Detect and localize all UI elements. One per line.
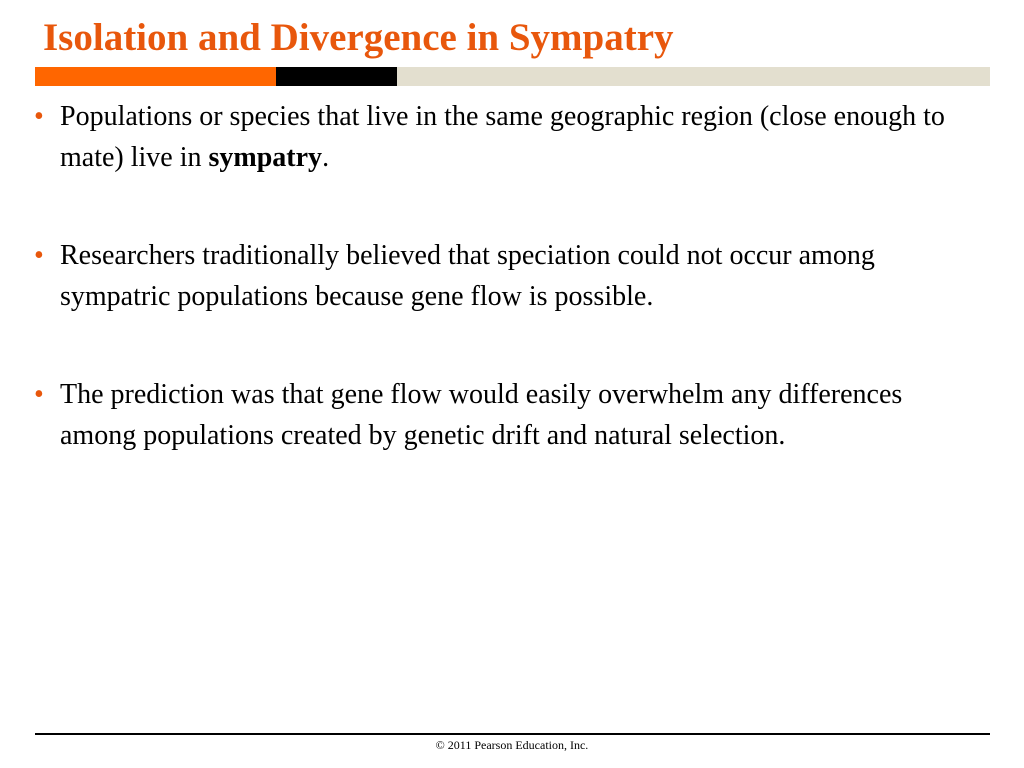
bullet-marker: • [34,101,44,132]
copyright-footer: © 2011 Pearson Education, Inc. [435,738,589,752]
bullet-text [60,101,945,173]
footer-divider [35,733,990,735]
bullet-text-plain: Researchers traditionally believed that speciation could not occur among sympatric populations because gene flow is possible. [60,240,875,312]
bullet-list [34,96,984,456]
bullet-text [60,240,875,312]
bullet-item [34,235,984,317]
bullet-marker: • [34,240,44,271]
title-accent-bar [35,67,990,86]
bullet-text-trailing: . [322,142,330,173]
bullet-item [34,96,984,178]
bullet-text-bold-term: sympatry [208,142,323,173]
bullet-text-plain: Populations or species that live in the same geographic region (close enough to mate) live in [60,101,945,173]
bullet-item [34,374,984,456]
bullet-text-plain: The prediction was that gene flow would easily overwhelm any differences among populations created by genetic drift and natural selection. [60,379,903,451]
slide-title: Isolation and Divergence in Sympatry [43,16,674,59]
accent-bar-orange-segment [35,67,276,86]
bullet-text [60,379,902,451]
accent-bar-beige-segment [397,67,990,86]
accent-bar-black-segment [276,67,397,86]
bullet-marker: • [34,379,44,410]
